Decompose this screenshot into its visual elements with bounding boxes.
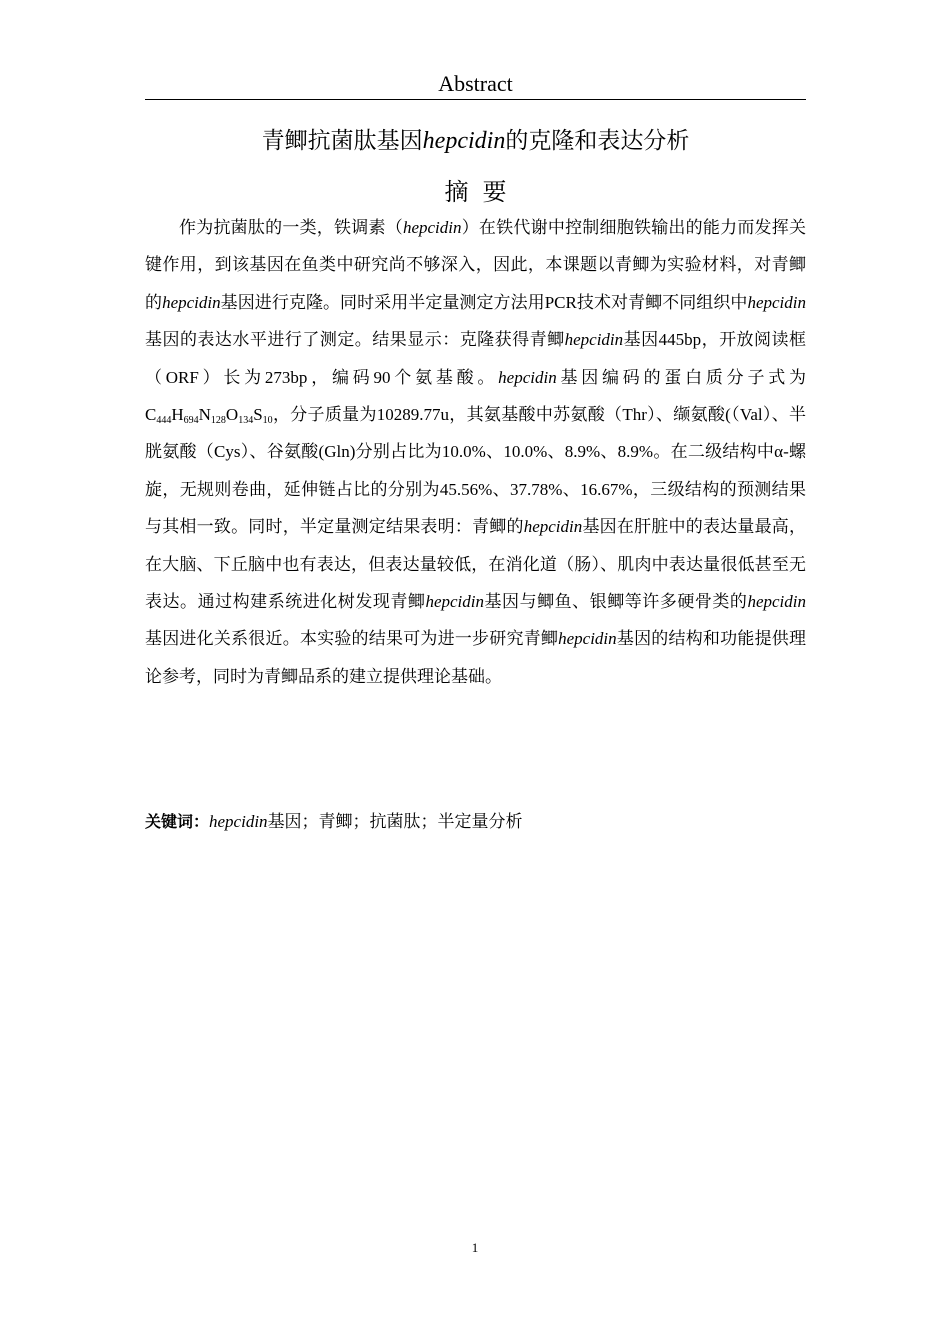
keywords-line: [145, 805, 806, 839]
gene-name: hepcidin: [747, 592, 806, 612]
gene-name: hepcidin: [564, 330, 624, 350]
keywords-label: 关键词：: [145, 812, 210, 831]
section-heading: 摘要: [444, 178, 521, 206]
abstract-text: ）在铁代谢中控制细胞铁输出的能力而发挥关键作用，到该基因在鱼类中研究尚不够深入，因此，本课题以青鲫为实验材料，对青鲫的: [145, 218, 807, 312]
gene-name: hepcidin: [498, 367, 557, 387]
abstract-text: 基因进化关系很近。本实验的结果可为进一步研究青鲫: [145, 629, 559, 649]
keywords-list: 基因；青鲫；抗菌肽；半定量分析: [267, 812, 523, 831]
abstract-text: 基因编码的蛋白质分子式为: [556, 367, 806, 387]
gene-name: hepcidin: [402, 218, 462, 237]
gene-name: hepcidin: [558, 629, 617, 649]
gene-name: hepcidin: [523, 517, 583, 537]
molecular-formula: $C_{444}H_{694}N_{128}O_{134}S_{10}$: [145, 405, 273, 427]
page-number: 1: [471, 1240, 479, 1255]
gene-name: hepcidin: [162, 292, 221, 312]
abstract-text: 基因的表达水平进行了测定。结果显示：克隆获得青鲫: [145, 330, 565, 350]
title-prefix: 青鲫抗菌肽基因: [261, 128, 423, 154]
abstract-text: 基因的结构和功能提供理论参考，同时为青鲫品系的建立提供理论基础。: [145, 629, 806, 686]
abstract-text: 作为抗菌肽的一类，铁调素（: [179, 218, 403, 237]
gene-name: hepcidin: [747, 292, 806, 312]
abstract-text: 基因445bp，开放阅读框（ORF）长为273bp，编码90个氨基酸。: [145, 330, 807, 387]
title-gene: hepcidin: [422, 128, 506, 154]
running-header: [145, 70, 806, 100]
abstract-paragraph: [145, 209, 806, 695]
abstract-text: 基因进行克隆。同时采用半定量测定方法用PCR技术对青鲫不同组织中: [220, 292, 748, 312]
paper-title: [145, 124, 806, 158]
abstract-text: ，分子质量为10289.77u，其氨基酸中苏氨酸（Thr）、缬氨酸(（Val）、半胱氨酸（Cys）、谷氨酸(Gln)分别占比为10.0%、10.0%、8.9%、8.9%。在二级结构中α-螺旋，无规则卷曲，延伸链占比的分别为45.56%、37.78%、16.67%，三级结构的预测结果与其相一致。同时，半定量测定结果表明：青鲫的: [145, 405, 806, 537]
header-title: Abstract: [438, 71, 513, 96]
gene-name: hepcidin: [425, 592, 484, 612]
keyword-gene: hepcidin: [209, 812, 268, 831]
abstract-text: 基因与鲫鱼、银鲫等许多硬骨类的: [484, 592, 748, 612]
title-suffix: 的克隆和表达分析: [505, 128, 690, 154]
abstract-text: 基因在肝脏中的表达量最高，在大脑、下丘脑中也有表达，但表达量较低，在消化道（肠）、肌肉中表达量很低甚至无表达。通过构建系统进化树发现青鲫: [145, 517, 807, 612]
